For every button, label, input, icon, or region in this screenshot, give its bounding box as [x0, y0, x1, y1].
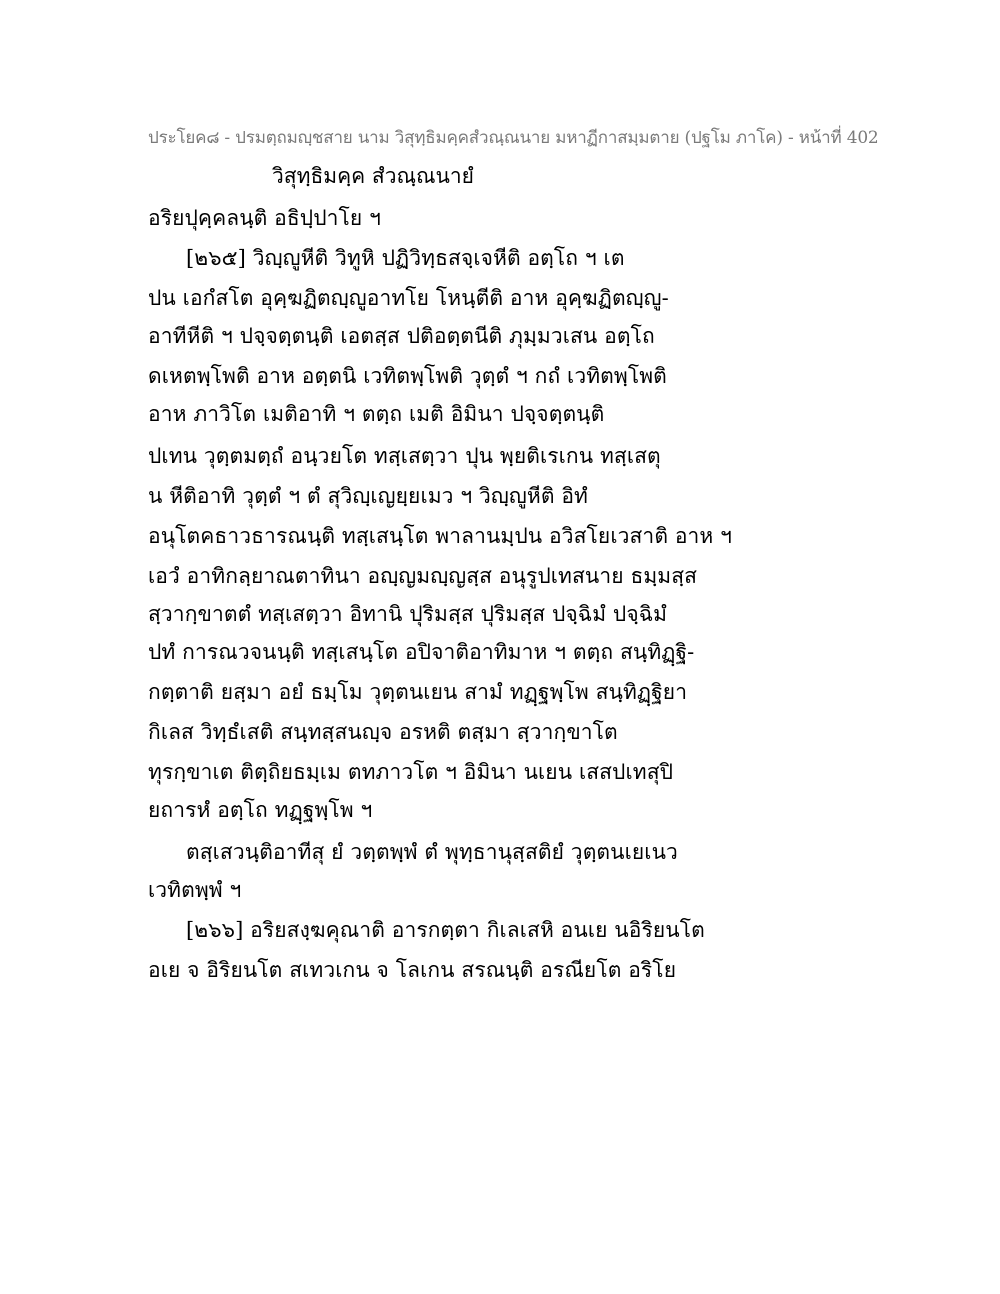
text-line: ตสฺเสวนฺติอาทีสุ ยํ วตฺตพฺพํ ตํ พุทฺธานุสฺสติยํ วุตฺตนเยเนว	[186, 840, 678, 864]
text-line: ปทํ การณวจนนฺติ ทสฺเสนฺโต อปิจาติอาทิมาห ฯ ตตฺถ สนฺทิฏฺฐิ-	[148, 640, 695, 664]
text-line: [๒๖๖] อริยสงฺฆคุณาติ อารกตฺตา กิเลเสหิ อนเย นอิริยนโต	[186, 918, 705, 942]
text-line: กิเลส วิทฺธํเสติ สนฺทสฺสนญฺจ อรหติ ตสฺมา สฺวากฺขาโต	[148, 720, 618, 744]
running-head: ประโยค๘ - ปรมตฺถมญฺชสาย นาม วิสุทฺธิมคฺคสํวณฺณนาย มหาฏีกาสมฺมตาย (ปฐโม ภาโค) - หน้าที่ 402	[148, 128, 879, 148]
text-line: ปน เอกํสโต อุคฺฆฏิตญฺญูอาทโย โหนฺตีติ อาห อุคฺฆฏิตญฺญู-	[148, 286, 669, 310]
text-line: ดเหตพฺโพติ อาห อตฺตนิ เวทิตพฺโพติ วุตฺตํ ฯ กถํ เวทิตพฺโพติ	[148, 364, 667, 388]
text-line: ทุรกฺขาเต ติตฺถิยธมฺเม ตทภาวโต ฯ อิมินา นเยน เสสปเทสุปิ	[148, 760, 674, 784]
text-line: น หีติอาทิ วุตฺตํ ฯ ตํ สุวิญฺเญยฺยเมว ฯ วิญฺญูหีติ อิทํ	[148, 484, 588, 508]
text-line: ยถารหํ อตฺโถ ทฏฺฐพฺโพ ฯ	[148, 798, 373, 822]
book-title: วิสุทฺธิมคฺค สํวณฺณนายํ	[272, 164, 474, 188]
text-line: อเย จ อิริยนโต สเทวเกน จ โลเกน สรณนฺติ อรณียโต อริโย	[148, 958, 677, 982]
text-line: อนุโตคธาวธารณนฺติ ทสฺเสนฺโต พาลานมฺปน อวิสโยเวสาติ อาห ฯ	[148, 524, 733, 548]
text-line: สฺวากฺขาตตํ ทสฺเสตฺวา อิทานิ ปุริมสฺส ปุริมสฺส ปจฺฉิมํ ปจฺฉิมํ	[148, 602, 668, 626]
text-line: [๒๖๕] วิญฺญูหีติ วิทูหิ ปฏิวิทฺธสจฺเจหีติ อตฺโถ ฯ เต	[186, 246, 625, 270]
text-line: เวทิตพฺพํ ฯ	[148, 878, 242, 902]
text-line: อริยปุคฺคลนฺติ อธิปฺปาโย ฯ	[148, 206, 381, 230]
text-line: อาห ภาวิโต เมติอาทิ ฯ ตตฺถ เมติ อิมินา ปจฺจตฺตนฺติ	[148, 402, 605, 426]
text-line: เอวํ อาทิกลฺยาณตาทินา อญฺญมญฺญสฺส อนุรูปเทสนาย ธมฺมสฺส	[148, 564, 698, 588]
text-line: ปเทน วุตฺตมตฺถํ อนฺวยโต ทสฺเสตฺวา ปุน พฺยติเรเกน ทสฺเสตุ	[148, 444, 661, 468]
text-line: กตฺตาติ ยสฺมา อยํ ธมฺโม วุตฺตนเยน สามํ ทฏฺฐพฺโพ สนฺทิฏฺฐิยา	[148, 680, 688, 704]
text-line: อาทีหีติ ฯ ปจฺจตฺตนฺติ เอตสฺส ปติอตฺตนีติ ภุมฺมวเสน อตฺโถ	[148, 324, 655, 348]
